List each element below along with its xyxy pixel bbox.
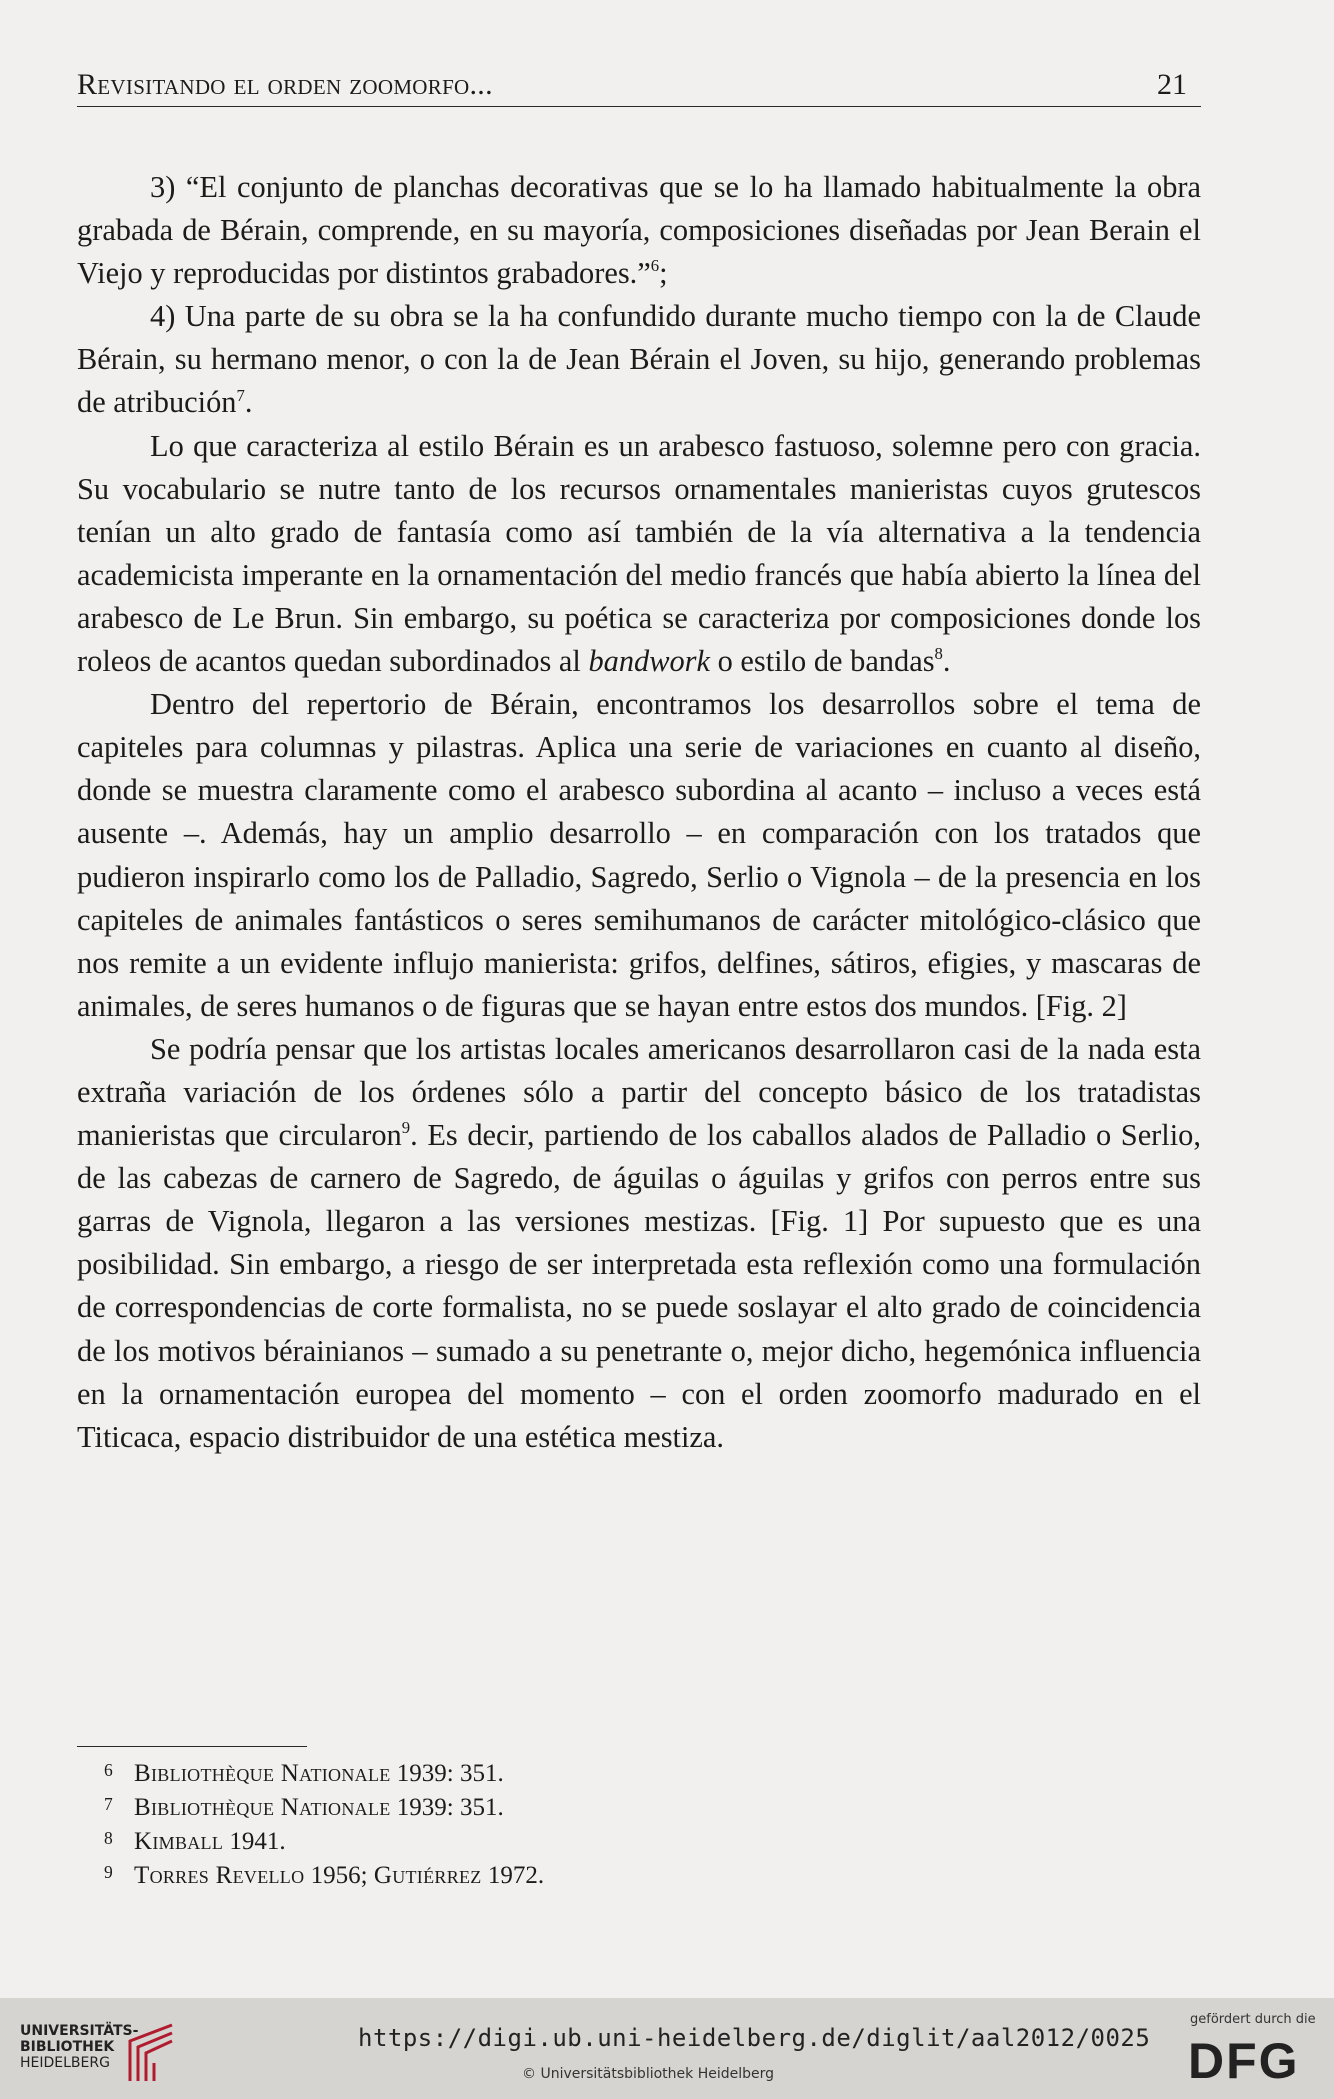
digitization-footer <box>0 1998 1334 2099</box>
running-head: Revisitando el orden zoomorfo... <box>77 68 493 101</box>
page-number: 21 <box>1157 68 1187 101</box>
footnotes <box>104 1755 544 1891</box>
dfg-wordmark: DFG <box>1188 2033 1300 2089</box>
footnote-ref[interactable]: 8 <box>934 644 943 664</box>
footnote-ref[interactable]: 7 <box>236 385 245 405</box>
funding-note: gefördert durch die <box>1190 2012 1316 2027</box>
paragraph-item-4: 4) Una parte de su obra se la ha confundido durante mucho tiempo con la de Claude Bérain, su hermano menor, o con la de Jean Bérain el Joven, su hijo, generando problemas de atribución$^7$. <box>77 299 1201 420</box>
footnote-item: 8 Kimball 1941. <box>104 1828 286 1855</box>
library-emblem-icon <box>122 2023 202 2083</box>
paragraph-item-3: 3) “El conjunto de planchas decorativas que se lo ha llamado habitualmente la obra grabada de Bérain, comprende, en su mayoría, composiciones diseñadas por Jean Berain el Viejo y reproducidas por distintos grabadores.”$^6$; <box>77 170 1201 291</box>
body-text <box>77 166 1201 1459</box>
footnote-item: 6 Bibliothèque Nationale 1939: 351. <box>104 1760 504 1787</box>
paragraph-berain-style: Lo que caracteriza al estilo Bérain es un arabesco fastuoso, solemne pero con gracia. Su vocabulario se nutre tanto de los recursos ornamentales manieristas cuyos grutescos tenían un alto grado de fantasía como así también de la vía alternativa a la tendencia academicista imperante en la ornamentación del medio francés que había abierto la línea del arabesco de Le Brun. Sin embargo, su poética se caracteriza por composiciones donde los roleos de acantos quedan subordinados al bandwork o estilo de bandas$^8$. <box>77 428 1201 679</box>
footnote-item: 9 Torres Revello 1956; Gutiérrez 1972. <box>104 1862 545 1889</box>
footnote-item: 7 Bibliothèque Nationale 1939: 351. <box>104 1794 504 1821</box>
footnote-ref[interactable]: 6 <box>650 256 660 276</box>
paragraph-artistas-locales: Se podría pensar que los artistas locales americanos desarrollaron casi de la nada esta extraña variación de los órdenes sólo a partir del concepto básico de los tratadistas manieristas que circularon$^9$. Es decir, partiendo de los caballos alados de Palladio o Serlio, de las cabezas de carnero de Sagredo, de águilas o águilas y grifos con perros entre sus garras de Vignola, llegaron a las versiones mestizas. [Fig. 1] Por supuesto que es una posibilidad. Sin embargo, a riesgo de ser interpretada esta reflexión como una formulación de correspondencias de corte formalista, no se puede soslayar el alto grado de coincidencia de los motivos bérainianos – sumado a su penetrante o, mejor dicho, hegemónica influencia en la ornamentación europea del momento – con el orden zoomorfo madurado en el Titicaca, espacio distribuidor de una estética mestiza. <box>77 1031 1201 1454</box>
copyright-notice: © Universitätsbibliothek Heidelberg <box>522 2066 775 2082</box>
source-url-link[interactable]: https://digi.ub.uni-heidelberg.de/diglit/aal2012/0025 <box>358 2024 1151 2052</box>
footnote-divider <box>77 1746 307 1747</box>
university-library-logo[interactable]: UNIVERSITÄTS- BIBLIOTHEK HEIDELBERG <box>20 2023 200 2083</box>
footnote-ref[interactable]: 9 <box>401 1118 411 1138</box>
dfg-logo[interactable] <box>1180 2012 1320 2092</box>
page-header <box>77 66 1201 107</box>
paragraph-capiteles: Dentro del repertorio de Bérain, encontramos los desarrollos sobre el tema de capiteles para columnas y pilastras. Aplica una serie de variaciones en cuanto al diseño, donde se muestra claramente como el arabesco subordina al acanto – incluso a veces está ausente –. Además, hay un amplio desarrollo – en comparación con los tratados que pudieron inspirarlo como los de Palladio, Sagredo, Serlio o Vignola – de la presencia en los capiteles de animales fantásticos o seres semihumanos de carácter mitológico-clásico que nos remite a un evidente influjo manierista: grifos, delfines, sátiros, efigies, y mascaras de animales, de seres humanos o de figuras que se hayan entre estos dos mundos. [Fig. 2] <box>77 687 1201 1023</box>
